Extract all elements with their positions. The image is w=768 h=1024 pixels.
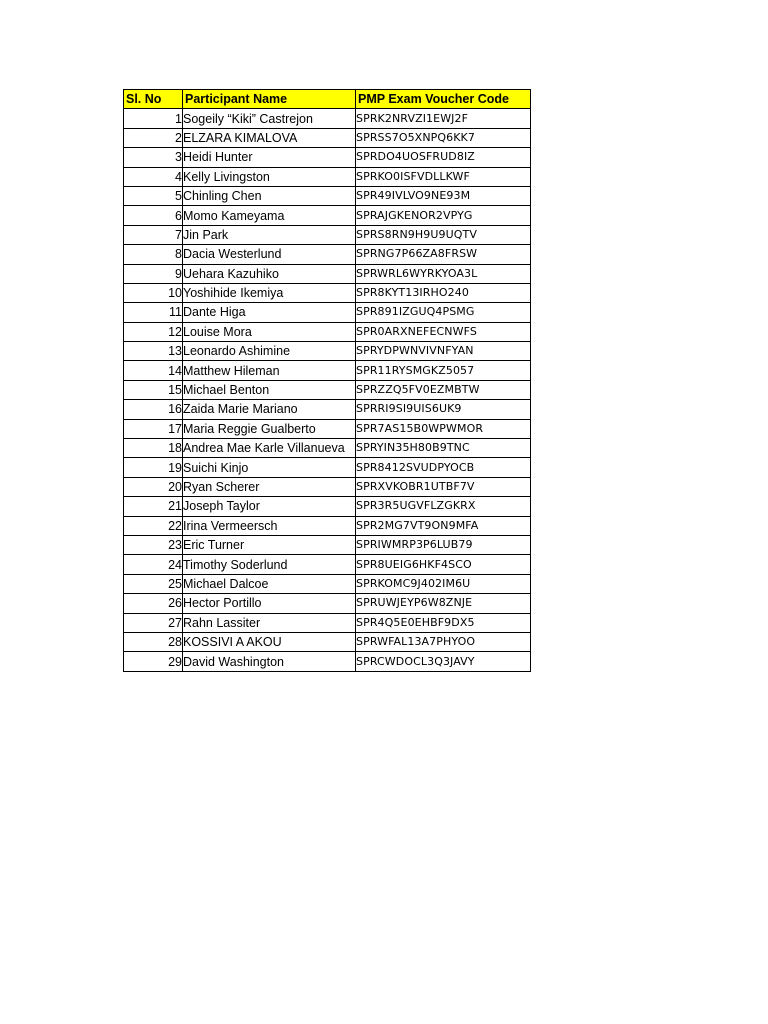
table-row (124, 613, 531, 632)
participant-name-cell: Matthew Hileman (183, 361, 356, 380)
voucher-code-cell: SPR8UEIG6HKF4SCO (356, 555, 531, 574)
serial-number-cell: 15 (124, 380, 183, 399)
table-row (124, 186, 531, 205)
voucher-code-cell: SPR891IZGUQ4PSMG (356, 303, 531, 322)
voucher-code-cell: SPRK2NRVZI1EWJ2F (356, 109, 531, 128)
voucher-code-cell: SPR4Q5E0EHBF9DX5 (356, 613, 531, 632)
header-voucher-code: PMP Exam Voucher Code (356, 90, 531, 109)
serial-number-cell: 18 (124, 439, 183, 458)
participant-name-cell: Irina Vermeersch (183, 516, 356, 535)
table-row (124, 632, 531, 651)
serial-number-cell: 4 (124, 167, 183, 186)
voucher-code-cell: SPRWRL6WYRKYOA3L (356, 264, 531, 283)
serial-number-cell: 26 (124, 594, 183, 613)
participant-name-cell: Yoshihide Ikemiya (183, 283, 356, 302)
serial-number-cell: 8 (124, 245, 183, 264)
table-row (124, 458, 531, 477)
table-row (124, 380, 531, 399)
serial-number-cell: 7 (124, 225, 183, 244)
serial-number-cell: 16 (124, 400, 183, 419)
serial-number-cell: 14 (124, 361, 183, 380)
serial-number-cell: 21 (124, 497, 183, 516)
voucher-code-cell: SPRRI9SI9UIS6UK9 (356, 400, 531, 419)
serial-number-cell: 17 (124, 419, 183, 438)
serial-number-cell: 29 (124, 652, 183, 671)
voucher-code-cell: SPR3R5UGVFLZGKRX (356, 497, 531, 516)
participant-name-cell: Ryan Scherer (183, 477, 356, 496)
voucher-code-cell: SPR0ARXNEFECNWFS (356, 322, 531, 341)
participant-name-cell: Sogeily “Kiki” Castrejon (183, 109, 356, 128)
participant-name-cell: Joseph Taylor (183, 497, 356, 516)
table-row (124, 148, 531, 167)
participant-name-cell: Heidi Hunter (183, 148, 356, 167)
table-row (124, 400, 531, 419)
table-row (124, 516, 531, 535)
serial-number-cell: 10 (124, 283, 183, 302)
voucher-table (123, 89, 531, 672)
voucher-code-cell: SPR8KYT13IRHO240 (356, 283, 531, 302)
voucher-code-cell: SPRKOMC9J402IM6U (356, 574, 531, 593)
voucher-code-cell: SPRS8RN9H9U9UQTV (356, 225, 531, 244)
participant-name-cell: Hector Portillo (183, 594, 356, 613)
serial-number-cell: 28 (124, 632, 183, 651)
voucher-code-cell: SPRYDPWNVIVNFYAN (356, 342, 531, 361)
table-row (124, 419, 531, 438)
participant-name-cell: Kelly Livingston (183, 167, 356, 186)
voucher-code-cell: SPRXVKOBR1UTBF7V (356, 477, 531, 496)
table-row (124, 555, 531, 574)
serial-number-cell: 5 (124, 186, 183, 205)
serial-number-cell: 23 (124, 535, 183, 554)
table-row (124, 322, 531, 341)
voucher-code-cell: SPR7AS15B0WPWMOR (356, 419, 531, 438)
table-row (124, 652, 531, 671)
table-row (124, 535, 531, 554)
serial-number-cell: 6 (124, 206, 183, 225)
table-row (124, 574, 531, 593)
serial-number-cell: 22 (124, 516, 183, 535)
voucher-code-cell: SPRSS7O5XNPQ6KK7 (356, 128, 531, 147)
table-row (124, 167, 531, 186)
voucher-code-cell: SPRAJGKENOR2VPYG (356, 206, 531, 225)
voucher-code-cell: SPR8412SVUDPYOCB (356, 458, 531, 477)
serial-number-cell: 13 (124, 342, 183, 361)
participant-name-cell: Zaida Marie Mariano (183, 400, 356, 419)
table-row (124, 128, 531, 147)
table-row (124, 225, 531, 244)
table-row (124, 497, 531, 516)
participant-name-cell: Michael Benton (183, 380, 356, 399)
serial-number-cell: 24 (124, 555, 183, 574)
participant-name-cell: Momo Kameyama (183, 206, 356, 225)
participant-name-cell: KOSSIVI A AKOU (183, 632, 356, 651)
participant-name-cell: ELZARA KIMALOVA (183, 128, 356, 147)
table-row (124, 439, 531, 458)
participant-name-cell: David Washington (183, 652, 356, 671)
table-row (124, 245, 531, 264)
voucher-code-cell: SPRYIN35H80B9TNC (356, 439, 531, 458)
table-row (124, 109, 531, 128)
serial-number-cell: 27 (124, 613, 183, 632)
voucher-code-cell: SPRWFAL13A7PHYOO (356, 632, 531, 651)
voucher-code-cell: SPRCWDOCL3Q3JAVY (356, 652, 531, 671)
voucher-code-cell: SPRUWJEYP6W8ZNJE (356, 594, 531, 613)
participant-name-cell: Andrea Mae Karle Villanueva (183, 439, 356, 458)
serial-number-cell: 2 (124, 128, 183, 147)
serial-number-cell: 25 (124, 574, 183, 593)
participant-name-cell: Timothy Soderlund (183, 555, 356, 574)
serial-number-cell: 1 (124, 109, 183, 128)
participant-name-cell: Maria Reggie Gualberto (183, 419, 356, 438)
table-row (124, 361, 531, 380)
participant-name-cell: Louise Mora (183, 322, 356, 341)
table-row (124, 303, 531, 322)
participant-name-cell: Eric Turner (183, 535, 356, 554)
voucher-code-cell: SPRZZQ5FV0EZMBTW (356, 380, 531, 399)
voucher-code-cell: SPRIWMRP3P6LUB79 (356, 535, 531, 554)
table-row (124, 283, 531, 302)
table-body (124, 109, 531, 671)
voucher-code-cell: SPR49IVLVO9NE93M (356, 186, 531, 205)
table-row (124, 594, 531, 613)
header-serial-no: Sl. No (124, 90, 183, 109)
header-participant-name: Participant Name (183, 90, 356, 109)
serial-number-cell: 11 (124, 303, 183, 322)
participant-name-cell: Suichi Kinjo (183, 458, 356, 477)
participant-name-cell: Jin Park (183, 225, 356, 244)
participant-name-cell: Chinling Chen (183, 186, 356, 205)
table-row (124, 477, 531, 496)
table-row (124, 206, 531, 225)
serial-number-cell: 9 (124, 264, 183, 283)
voucher-code-cell: SPR11RYSMGKZ5057 (356, 361, 531, 380)
serial-number-cell: 3 (124, 148, 183, 167)
header-row (124, 90, 531, 109)
serial-number-cell: 12 (124, 322, 183, 341)
voucher-code-cell: SPR2MG7VT9ON9MFA (356, 516, 531, 535)
participant-name-cell: Rahn Lassiter (183, 613, 356, 632)
voucher-code-cell: SPRDO4UOSFRUD8IZ (356, 148, 531, 167)
voucher-code-cell: SPRKO0ISFVDLLKWF (356, 167, 531, 186)
serial-number-cell: 20 (124, 477, 183, 496)
participant-name-cell: Dante Higa (183, 303, 356, 322)
participant-name-cell: Michael Dalcoe (183, 574, 356, 593)
participant-name-cell: Leonardo Ashimine (183, 342, 356, 361)
participant-name-cell: Uehara Kazuhiko (183, 264, 356, 283)
voucher-code-cell: SPRNG7P66ZA8FRSW (356, 245, 531, 264)
participant-name-cell: Dacia Westerlund (183, 245, 356, 264)
serial-number-cell: 19 (124, 458, 183, 477)
table-row (124, 342, 531, 361)
table-row (124, 264, 531, 283)
